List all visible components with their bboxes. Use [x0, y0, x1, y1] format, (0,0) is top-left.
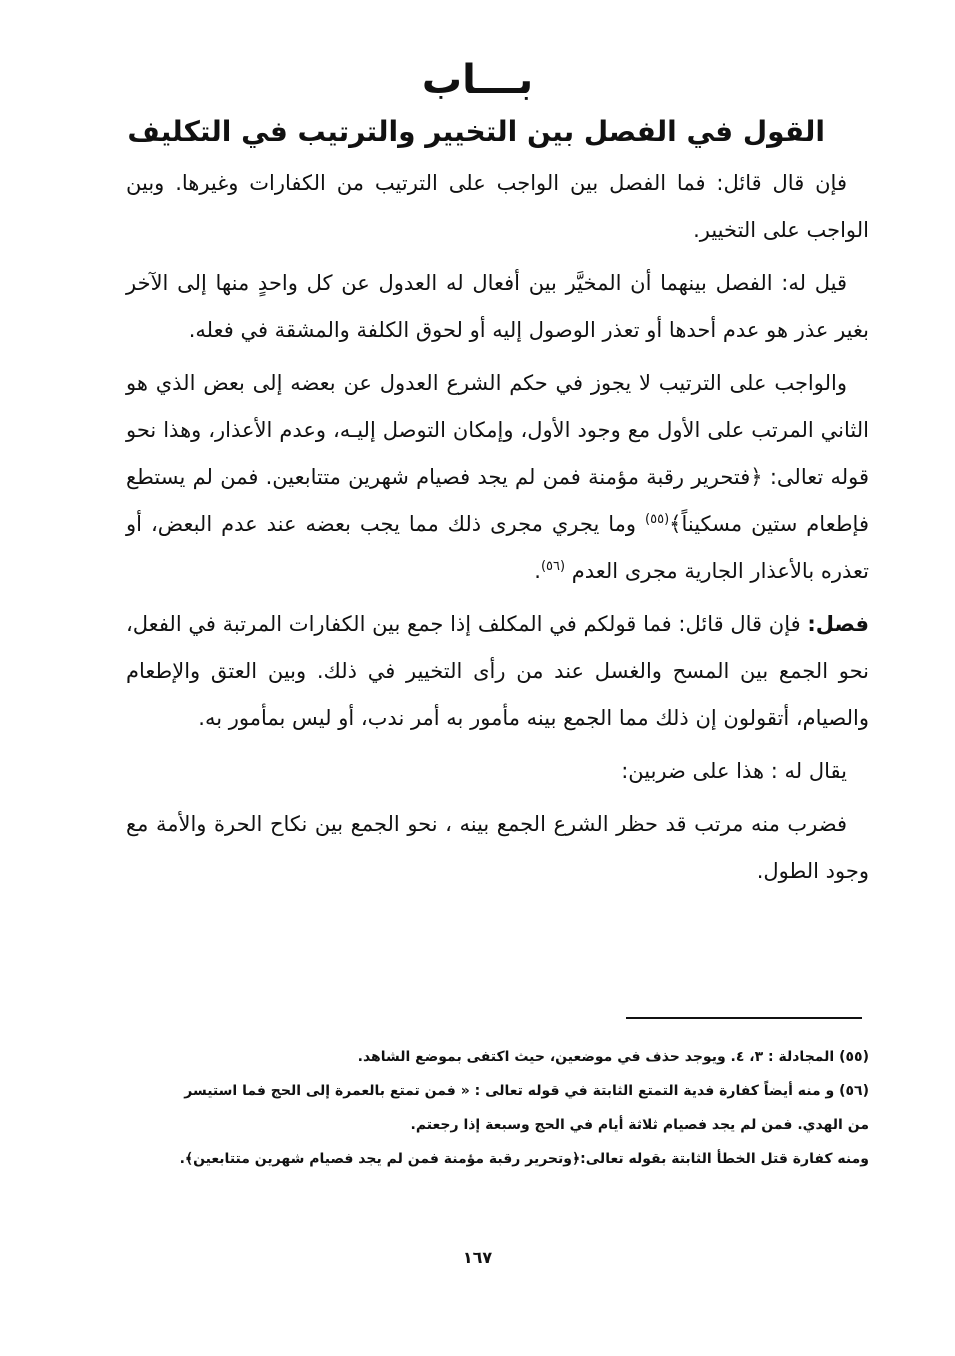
footnote-56-line-2: من الهدي. فمن لم يجد فصيام ثلاثة أيام في الحج وسبعة إذا رجعتم.	[410, 1117, 869, 1133]
footnotes	[120, 1040, 869, 1176]
paragraph-ordering	[126, 360, 869, 595]
paragraph-question: فإن قال قائل: فما الفصل بين الواجب على الترتيب من الكفارات وغيرها. وبين الواجب على التخيير.	[126, 171, 869, 242]
footnote-separator	[626, 1017, 862, 1019]
page-number: ١٦٧	[462, 1248, 493, 1267]
footnote-55: (٥٥) المجادلة : ٣، ٤. ويوجد حذف في موضعين، حيث اكتفى بموضع الشاهد.	[357, 1049, 869, 1065]
section-text: فإن قال قائل: فما قولكم في المكلف إذا جمع بين الكفارات المرتبة في الفعل، نحو الجمع بين المسح والغسل عند من رأى التخيير في ذلك. وبين العتق والإطعام والصيام، أتقولون إن ذلك مما الجمع بينه مأمور به أمر ندب، أو ليس بمأمور به.	[126, 612, 869, 730]
footnote-56-line-3: ومنه كفارة قتل الخطأ الثابتة بقوله تعالى:﴿وتحرير رقبة مؤمنة فمن لم يجد فصيام شهرين متتابعين﴾.	[179, 1151, 869, 1167]
paragraph-ordering-text: والواجب على الترتيب لا يجوز في حكم الشرع العدول عن بعضه إلى بعض الذي هو الثاني المرتب على الأول مع وجود الأول، وإمكان التوصل إليـه، وعدم الأعذار، وهذا نحو قوله تعالى: ﴿فتحرير رقبة مؤمنة فمن لم يجد فصيام شهرين متتابعين. فمن لم يستطع فإطعام ستين مسكيناً﴾	[126, 371, 869, 536]
paragraph-reply: يقال له : هذا على ضربين:	[621, 759, 847, 783]
paragraph-answer: قيل له: الفصل بينهما أن المخيَّر بين أفعال له العدول عن كل واحدٍ منها إلى الآخر بغير عذر هو عدم أحدها أو تعذر الوصول إليه أو لحوق الكلفة والمشقة في فعله.	[126, 271, 869, 342]
section-lead: فصل:	[807, 612, 869, 636]
paragraph-ordering-text-2: وما يجري مجرى ذلك مما يجب بعضه عند عدم البعض، أو تعذره بالأعذار الجارية مجرى العدم	[126, 512, 869, 583]
paragraph-first-kind: فضرب منه مرتب قد حظر الشرع الجمع بينه ، نحو الجمع بين نكاح الحرة والأمة مع وجود الطول.	[126, 812, 869, 883]
chapter-subtitle: القول في الفصل بين التخيير والترتيب في التكليف	[127, 115, 825, 148]
footnote-56-line-1: (٥٦) و منه أيضاً كفارة فدية التمتع الثابتة في قوله تعالى : « فمن تمتع بالعمرة إلى الحج فما استيسر	[184, 1083, 869, 1099]
paragraph-ordering-end: .	[534, 559, 541, 583]
paragraph-section	[126, 601, 869, 742]
chapter-title: بـــاب	[421, 57, 534, 103]
footnote-ref-55[interactable]: (٥٥)	[645, 512, 670, 527]
footnote-ref-56[interactable]: (٥٦)	[540, 559, 566, 574]
main-text	[126, 160, 869, 901]
